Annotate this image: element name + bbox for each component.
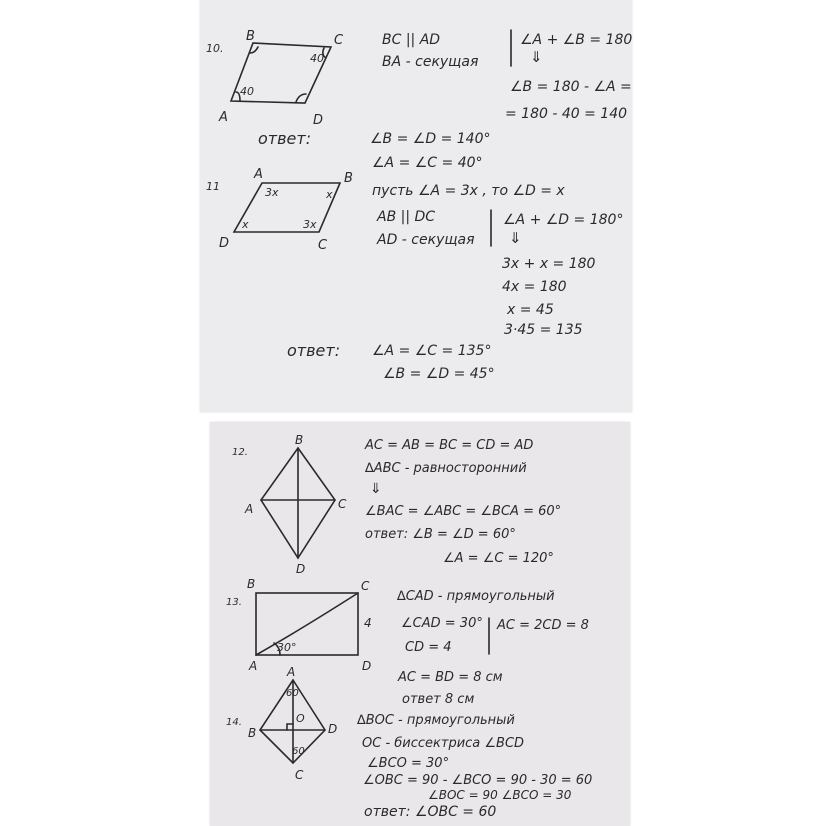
problem-14-number: 14.: [226, 717, 242, 728]
label-a-12: A: [245, 502, 254, 516]
angle-mark-a: 40: [240, 85, 254, 98]
label-a-11: A: [254, 167, 263, 182]
equation-11-2: 3x + x = 180: [502, 256, 596, 272]
right-angle-mark: [287, 724, 293, 730]
parallelogram-11: [234, 183, 340, 232]
side-length-label: 4: [364, 616, 372, 630]
label-d-13: D: [362, 659, 372, 673]
right-triangle-line: ∆CAD - прямоугольный: [397, 589, 555, 604]
label-c: C: [334, 33, 344, 48]
bisector-line: OC - биссектриса ∠BCD: [362, 736, 525, 751]
answer-14: ответ: ∠OBC = 60: [364, 804, 497, 820]
angle-mark-c-11: 3x: [303, 218, 317, 231]
given-secant-11: AD - секущая: [377, 232, 475, 248]
label-d-11: D: [219, 236, 230, 251]
implies-arrow-11: ⇓: [509, 229, 522, 247]
label-b-11: B: [344, 171, 353, 186]
equality-line: AC = AB = BC = CD = AD: [365, 438, 534, 453]
given-parallel: BC || AD: [382, 32, 441, 48]
answer-10-line2: ∠A = ∠C = 40°: [372, 155, 483, 171]
ac-double-line: AC = 2CD = 8: [497, 618, 589, 633]
answer-label-11: ответ:: [287, 341, 341, 360]
right-triangle-boc-line: ∆BOC - прямоугольный: [357, 713, 515, 728]
angle-60-top: 60: [286, 688, 299, 699]
diagonals-line: AC = BD = 8 см: [398, 670, 503, 685]
problem-13-number: 13.: [226, 597, 242, 608]
angle-30-label: 30°: [277, 641, 297, 654]
problem-10-number: 10.: [206, 42, 224, 55]
equilateral-line: ∆ABC - равносторонний: [365, 461, 527, 476]
angles-60-line: ∠BAC = ∠ABC = ∠BCA = 60°: [365, 504, 562, 519]
angle-mark-b-11: x: [326, 188, 333, 201]
label-d-12: D: [296, 562, 306, 576]
cd-line: CD = 4: [405, 640, 452, 655]
diagonal-ac-13: [256, 593, 358, 655]
equation-11-4: x = 45: [507, 302, 554, 318]
equation-11-5: 3·45 = 135: [504, 322, 583, 338]
answer-10-line1: ∠B = ∠D = 140°: [370, 131, 491, 147]
problem-12-number: 12.: [232, 447, 248, 458]
label-d: D: [313, 113, 324, 128]
label-c-11: C: [318, 238, 328, 253]
answer-12-line2: ∠A = ∠C = 120°: [443, 551, 554, 566]
answer-label-10: ответ:: [258, 129, 312, 148]
equation-3: = 180 - 40 = 140: [505, 106, 628, 122]
angle-bco-line: ∠BCO = 30°: [367, 756, 450, 771]
equation-11-1: ∠A + ∠D = 180°: [503, 212, 624, 228]
given-parallel-11: AB || DC: [377, 209, 436, 225]
let-statement: пусть ∠A = 3x , то ∠D = x: [372, 183, 565, 199]
angle-cad-line: ∠CAD = 30°: [401, 616, 483, 631]
label-b-12: B: [295, 433, 304, 447]
label-c-13: C: [361, 579, 370, 593]
label-b-14: B: [248, 726, 257, 740]
label-b-13: B: [247, 577, 256, 591]
answer-12-line1: ответ: ∠B = ∠D = 60°: [365, 527, 516, 542]
answer-11-line1: ∠A = ∠C = 135°: [372, 343, 492, 359]
answer-13: ответ 8 см: [402, 692, 475, 707]
label-a-13: A: [249, 659, 258, 673]
implies-arrow-12: ⇓: [370, 481, 382, 497]
angle-mark-c: 40: [310, 52, 324, 65]
angle-60-bottom: 60: [292, 746, 305, 757]
given-secant: BA - секущая: [382, 54, 479, 70]
label-d-14: D: [328, 722, 338, 736]
problem-11-number: 11: [206, 180, 220, 193]
given-angles-line: ∠BOC = 90 ∠BCO = 30: [428, 788, 572, 802]
equation-2: ∠B = 180 - ∠A =: [510, 79, 632, 95]
equation-1: ∠A + ∠B = 180: [520, 32, 633, 48]
label-o-14: O: [296, 712, 305, 725]
label-b: B: [246, 29, 255, 44]
equation-11-3: 4x = 180: [502, 279, 567, 295]
label-c-12: C: [338, 497, 347, 511]
angle-arc-d: [296, 94, 306, 102]
label-c-14: C: [295, 768, 304, 782]
label-a: A: [219, 110, 228, 125]
angle-mark-d-11: x: [242, 218, 249, 231]
label-a-14: A: [287, 665, 296, 679]
implies-arrow: ⇓: [530, 48, 543, 66]
angle-mark-a-11: 3x: [265, 186, 279, 199]
answer-11-line2: ∠B = ∠D = 45°: [383, 366, 495, 382]
angle-obc-calc-line: ∠OBC = 90 - ∠BCO = 90 - 30 = 60: [363, 773, 593, 788]
